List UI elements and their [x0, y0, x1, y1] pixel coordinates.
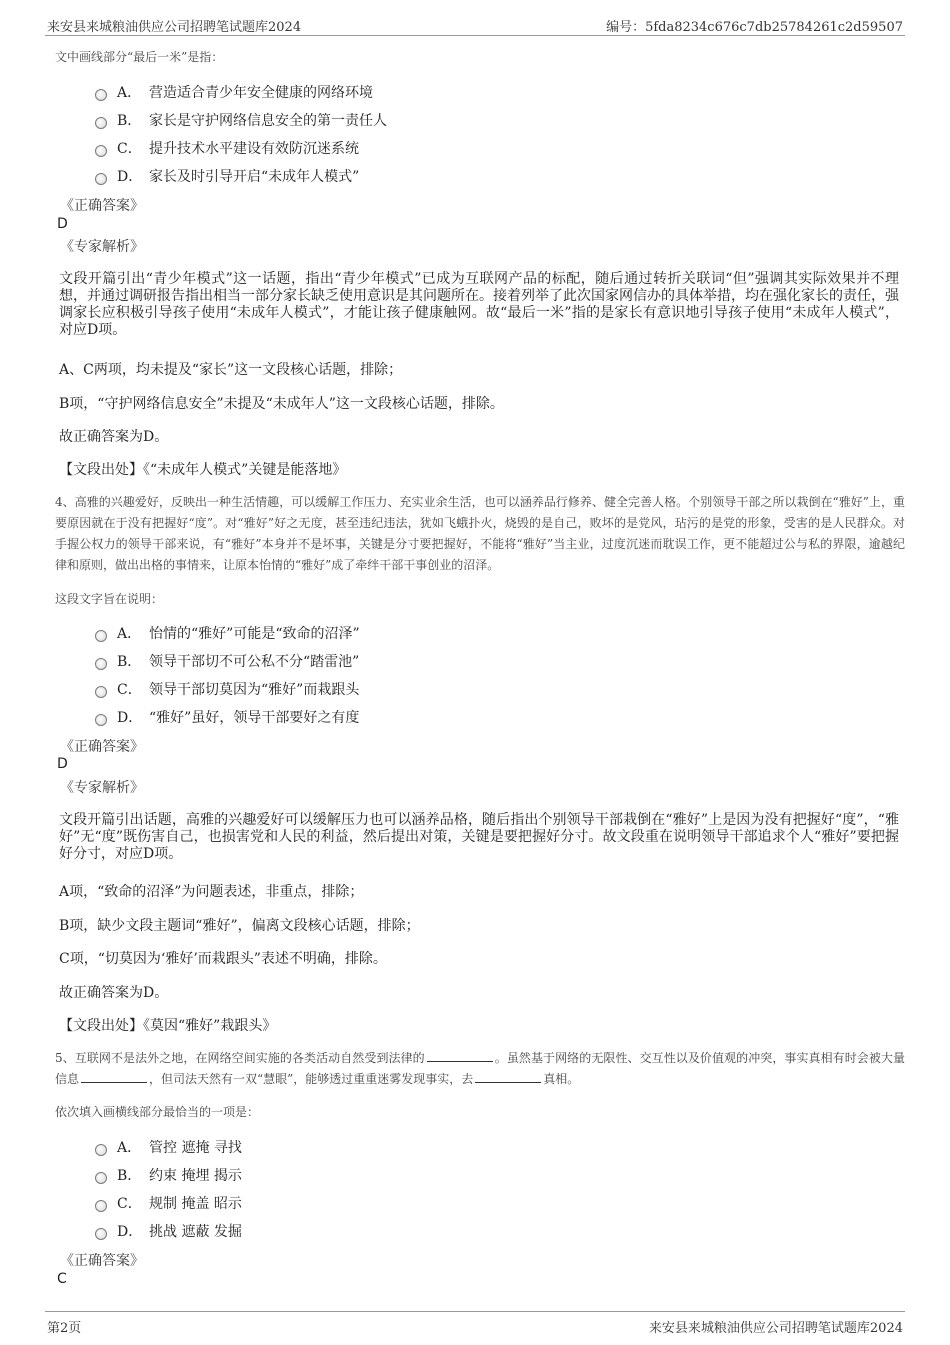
q3-analysis-p2: B项，“守护网络信息安全”未提及“未成年人”这一文段核心话题，排除。	[59, 396, 504, 412]
q4-options	[95, 619, 360, 731]
radio-icon[interactable]	[95, 1200, 107, 1212]
q5-option-b[interactable]	[95, 1161, 242, 1189]
q4-answer: D	[57, 756, 68, 772]
radio-icon[interactable]	[95, 117, 107, 129]
q4-analysis: 文段开篇引出话题，高雅的兴趣爱好可以缓解压力也可以涵养品格，随后指出个别领导干部栽倒在“雅好”上是因为没有把握好“度”，“雅好”无“度”既伤害自己，也损害党和人民的利益，然后提出对策，关键是要把握好分寸。故文段重在说明领导干部追求个人“雅好”要把握好分寸，对应D项。	[59, 812, 899, 862]
q4-text: 4、高雅的兴趣爱好，反映出一种生活情趣，可以缓解工作压力、充实业余生活，也可以涵养品行修养、健全完善人格。个别领导干部之所以栽倒在“雅好”上，重要原因就在于没有把握好“度”。对“雅好”好之无度，甚至违纪违法，犹如飞蛾扑火，烧毁的是自己，败坏的是党风，玷污的是党的形象，受害的是人民群众。对手握公权力的领导干部来说，有“雅好”本身并不是坏事，关键是分寸要把握好，不能将“雅好”当主业，过度沉迷而耽误工作，更不能超过公与私的界限，逾越纪律和原则，做出出格的事情来，让原本怡情的“雅好”成了牵绊干部干事创业的沼泽。	[55, 495, 905, 572]
q5-option-c[interactable]	[95, 1189, 242, 1217]
q4-answer-label: 《正确答案》	[60, 739, 144, 755]
q3-options	[95, 78, 387, 190]
radio-icon[interactable]	[95, 89, 107, 101]
q4-analysis-label: 《专家解析》	[60, 780, 144, 796]
radio-icon[interactable]	[95, 173, 107, 185]
header-doc-id: 编号：5fda8234c676c7db25784261c2d59507	[606, 20, 903, 35]
option-letter: B．	[117, 654, 142, 670]
q4-analysis-p4: 故正确答案为D。	[59, 985, 169, 1001]
page-footer	[45, 1311, 905, 1337]
option-text: 领导干部切莫因为“雅好”而栽跟头	[149, 682, 360, 698]
option-text: 挑战 遮蔽 发掘	[149, 1224, 242, 1240]
radio-icon[interactable]	[95, 714, 107, 726]
q3-answer-label: 《正确答案》	[60, 198, 144, 214]
q3-answer: D	[57, 216, 68, 232]
option-letter: B．	[117, 1168, 142, 1184]
option-letter: B．	[117, 113, 142, 129]
q4-option-b[interactable]	[95, 647, 360, 675]
option-letter: C．	[117, 682, 142, 698]
option-letter: C．	[117, 141, 142, 157]
q3-option-d[interactable]	[95, 162, 387, 190]
q3-analysis: 文段开篇引出“青少年模式”这一话题，指出“青少年模式”已成为互联网产品的标配，随后通过转折关联词“但”强调其实际效果并不理想，并通过调研报告指出相当一部分家长缺乏使用意识是其问题所在。接着列举了此次国家网信办的具体举措，均在强化家长的责任，强调家长应积极引导孩子使用“未成年人模式”，才能让孩子健康触网。故“最后一米”指的是家长有意识地引导孩子使用“未成年人模式”，对应D项。	[59, 271, 899, 338]
option-text: “雅好”虽好，领导干部要好之有度	[149, 710, 360, 726]
option-letter: A．	[117, 85, 142, 101]
option-text: 家长是守护网络信息安全的第一责任人	[149, 113, 387, 129]
option-letter: D．	[117, 1224, 143, 1240]
q4-analysis-p1: A项，“致命的沼泽”为问题表述，非重点，排除；	[59, 884, 364, 900]
option-letter: A．	[117, 626, 142, 642]
q5-text	[55, 1048, 905, 1090]
q4-option-d[interactable]	[95, 703, 360, 731]
q3-analysis-p3: 故正确答案为D。	[59, 429, 169, 445]
radio-icon[interactable]	[95, 1172, 107, 1184]
q4-prompt: 这段文字旨在说明：	[55, 592, 164, 606]
q5-option-a[interactable]	[95, 1133, 242, 1161]
option-letter: D．	[117, 710, 143, 726]
option-letter: D．	[117, 169, 143, 185]
q3-prompt: 文中画线部分“最后一米”是指：	[55, 50, 224, 64]
q3-option-a[interactable]	[95, 78, 387, 106]
option-text: 规制 掩盖 昭示	[149, 1196, 242, 1212]
radio-icon[interactable]	[95, 630, 107, 642]
q4-option-c[interactable]	[95, 675, 360, 703]
q5-text-part3: ，但司法天然有一双“慧眼”，能够透过重重迷雾发现事实，去	[149, 1072, 474, 1086]
header-title: 来安县来城粮油供应公司招聘笔试题库2024	[47, 20, 302, 35]
q5-blank-2[interactable]	[81, 1070, 147, 1083]
option-text: 营造适合青少年安全健康的网络环境	[149, 85, 373, 101]
q5-text-part2: 。虽然基于网络的无限性、交互性以及价值观的冲突，事实真相有时会被大量信息	[55, 1051, 905, 1086]
page-header	[45, 14, 905, 36]
q3-source: 【文段出处】《“未成年人模式”关键是能落地》	[59, 462, 347, 478]
q5-answer-label: 《正确答案》	[60, 1253, 144, 1269]
option-letter: A．	[117, 1140, 142, 1156]
page-number: 第2页	[47, 1321, 82, 1336]
radio-icon[interactable]	[95, 145, 107, 157]
q5-text-part4: 真相。	[543, 1072, 580, 1086]
radio-icon[interactable]	[95, 1228, 107, 1240]
q5-blank-3[interactable]	[475, 1070, 541, 1083]
q5-prompt: 依次填入画横线部分最恰当的一项是：	[55, 1105, 260, 1119]
radio-icon[interactable]	[95, 1144, 107, 1156]
option-text: 家长及时引导开启“未成年人模式”	[149, 169, 360, 185]
option-text: 约束 掩埋 揭示	[149, 1168, 242, 1184]
option-text: 提升技术水平建设有效防沉迷系统	[149, 141, 359, 157]
q4-analysis-p2: B项，缺少文段主题词“雅好”，偏离文段核心话题，排除；	[59, 918, 420, 934]
q5-answer: C	[57, 1271, 67, 1287]
q3-analysis-label: 《专家解析》	[60, 239, 144, 255]
q3-analysis-p1: A、C两项，均未提及“家长”这一文段核心话题，排除；	[59, 362, 403, 378]
q4-option-a[interactable]	[95, 619, 360, 647]
q5-option-d[interactable]	[95, 1217, 242, 1245]
footer-title: 来安县来城粮油供应公司招聘笔试题库2024	[648, 1321, 903, 1336]
q5-text-part1: 5、互联网不是法外之地，在网络空间实施的各类活动自然受到法律的	[55, 1051, 425, 1065]
option-text: 怡情的“雅好”可能是“致命的沼泽”	[149, 626, 360, 642]
radio-icon[interactable]	[95, 686, 107, 698]
radio-icon[interactable]	[95, 658, 107, 670]
q5-options	[95, 1133, 242, 1245]
option-text: 领导干部切不可公私不分“踏雷池”	[149, 654, 360, 670]
option-letter: C．	[117, 1196, 142, 1212]
q3-option-c[interactable]	[95, 134, 387, 162]
option-text: 管控 遮掩 寻找	[149, 1140, 242, 1156]
q5-blank-1[interactable]	[427, 1049, 493, 1062]
q4-analysis-p3: C项，“切莫因为‘雅好’而栽跟头”表述不明确，排除。	[59, 951, 387, 967]
q4-source: 【文段出处】《莫因“雅好”栽跟头》	[59, 1018, 277, 1034]
q3-option-b[interactable]	[95, 106, 387, 134]
